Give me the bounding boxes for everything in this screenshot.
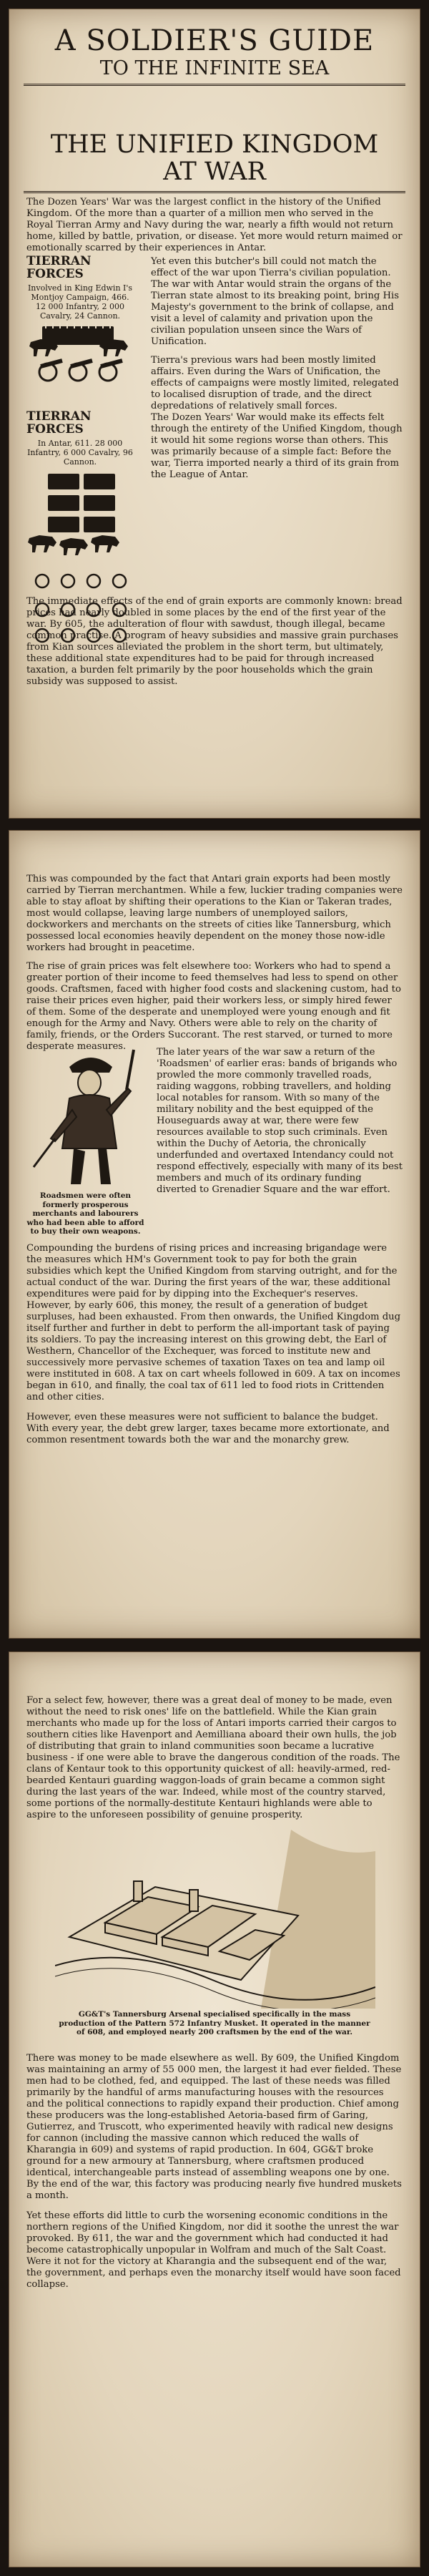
p2-paragraph-2: The rise of grain prices was felt elsewhere too: Workers who had to spend a greater portion of their income to feed themselves had less to spend on other goods. Craftsmen, faced with higher food costs and slackening custom, had to raise their prices even higher, paid their workers less, or simply hired fewer of them. Some of the desperate and unemployed were young enough and fit enough for the Army and Navy. Others were able to rely on the charity of family, friends, or the Orders Succorant. The rest starved, or turned to more desperate measures. (26, 961, 401, 1052)
arsenal-illustration (55, 1830, 375, 2009)
p2-paragraph-4: Compounding the burdens of rising prices and increasing brigandage were the measures which HM's Government took to pay for both the grain subsidies which kept the Unified Kingdom from starving outright, and for the actual conduct of the war. During the first years of the war, these additional expenditures were paid for by dipping into the Exchequer's reserves. However, by early 606, this money, the result of a generation of budget surpluses, had been exhausted. From then onwards, the Unified Kingdom dug itself further and further in debt to perform the all-important task of paying its soldiers. To pay the increasing interest on this growing debt, the Earl of Westhern, Chancellor of the Exchequer, was forced to institute new and successively more pervasive schemes of taxation Taxes on tea and lamp oil were instituted in 608. A tax on cart wheels followed in 609. A tax on incomes began in 610, and finally, the coal tax of 611 led to food riots in Crittenden and other cities. (26, 1243, 401, 1402)
col-paragraph-a: Yet even this butcher's bill could not match the effect of the war upon Tierra's civilian population. The war with Antar would strain the organs of the Tierran state almost to its breaking point, bring His Majesty's government to the brink of collapse, and visit a level of calamity and privation upon the civilian population unseen since the Wars of Unification. (151, 256, 399, 347)
arsenal-box (55, 1830, 374, 2037)
p3-paragraph-3: Yet these efforts did little to curb the worsening economic conditions in the northern regions of the Unified Kingdom, nor did it soothe the unrest the war provoked. By 611, the war and the government which had conducted it had become catastrophically unpopular in Wolfram and much of the Salt Coast. Were it not for the victory at Kharangia and the subsequent end of the war, the government, and perhaps even the monarchy itself would have soon faced collapse. (26, 2210, 401, 2290)
title-rule (24, 84, 405, 86)
roadsman-figure-icon (26, 1045, 141, 1189)
p2-paragraph-3: The later years of the war saw a return of the 'Roadsmen' of earlier eras: bands of brigands who prowled the more commonly travelled roads, raiding waggons, robbing travellers, and holding local notables for ransom. With so many of the military nobility and the best equipped of the Houseguards away at war, there were few resources available to stop such criminals. Even within the Duchy of Aetoria, the chronically underfunded and overtaxed Intendancy could not respond effectively, especially with many of its best members and much of its ordinary funding diverted to Grenadier Square and the war effort. (157, 1047, 403, 1195)
p2-paragraph-1: This was compounded by the fact that Antari grain exports had been mostly carried by Tierran merchantmen. While a few, luckier trading companies were able to stay afloat by shifting their operations to the Kian or Takeran trades, most would collapse, leaving large numbers of unemployed sailors, dockworkers and merchants on the streets of cities like Tannersburg, which possessed local economies heavily dependent on the money those now-idle workers had brought in peacetime. (26, 874, 403, 953)
intro-paragraph: The Dozen Years' War was the largest conflict in the history of the Unified Kingdom. Of the more than a quarter of a million men who served in the Royal Tierran Army and Navy during the war, nearly a fifth would not return home, killed by battle, privation, or disease. Yet more would return maimed or emotionally scarred by their experiences in Antar. (26, 197, 403, 253)
roadsman-box (26, 1045, 144, 1236)
p3-paragraph-1: For a select few, however, there was a great deal of money to be made, even without the need to risk ones' life on the battlefield. While the Kian grain merchants who made up for the loss of Antari imports carried their cargos to southern cities like Havenport and Aemilliana aboard their own hulls, the job of distributing that grain to inland communities soon became a lucrative business - if one were able to brave the dangerous condition of the roads. The clans of Kentaur took to this opportunity quickest of all: heavily-armed, red-bearded Kentauri guarding waggon-loads of grain became a common sight during the last years of the war. Indeed, while most of the country starved, some portions of the normally-destitute Kentauri highlands were able to aspire to the unforeseen possibility of genuine prosperity. (26, 1695, 400, 1820)
closing-paragraph: The immediate effects of the end of grain exports are commonly known: bread prices had nearly doubled in some places by the end of the first year of the war. By 605, the adulteration of flour with sawdust, though illegal, became common practise. A program of heavy subsidies and massive grain purchases from Kian sources alleviated the problem in the short term, but ultimately, these additional state expenditures had to be paid for through increased taxation, a burden felt primarily by the poor households which the grain subsidy was supposed to assist. (26, 596, 403, 687)
col-paragraph-b: Tierra's previous wars had been mostly limited affairs. Even during the Wars of Unification, the effects of campaigns were mostly limited, relegated to localised disruption of trade, and the direct depredations of relatively small forces. (151, 355, 399, 411)
section-rule (24, 191, 405, 193)
arsenal-caption: GG&T's Tannersburg Arsenal specialised specifically in the mass production of the Pattern 572 Infantry Musket. It operated in the manner of 608, and employed nearly 200 craftsmen by the end of the war. (59, 2010, 370, 2036)
col-paragraph-c: The Dozen Years' War would make its effects felt through the entirety of the Unified Kingdom, though it would hit some regions worse than others. This was primarily because of a simple fact: Before the war, Tierra imported nearly a third of its grain from the League of Antar. (151, 412, 403, 480)
forces-illustration-1 (26, 321, 134, 385)
forces-box-1 (26, 255, 134, 385)
p2-paragraph-5: However, even these measures were not sufficient to balance the budget. With every year, the debt grew larger, taxes became more extortionate, and common resentment towards both the war and the monarchy grew. (26, 1412, 390, 1445)
guide-subtitle: TO THE INFINITE SEA (99, 57, 330, 79)
guide-title: A SOLDIER'S GUIDE (54, 24, 375, 57)
forces-text-2: In Antar, 611. 28 000 Infantry, 6 000 Cavalry, 96 Cannon. (27, 439, 133, 467)
forces-heading-1: TIERRAN FORCES (26, 254, 92, 281)
page-panel-1 (9, 9, 420, 819)
infantry-block-icon (48, 474, 115, 532)
page-panel-2 (9, 830, 420, 1639)
cavalry-icon (28, 535, 119, 555)
cannon-icon (39, 361, 122, 381)
roadsman-caption: Roadsmen were often formerly prosperous merchants and labourers who had been able to afford to buy their own weapons. (26, 1191, 144, 1236)
page-panel-3 (9, 1652, 420, 2567)
forces-heading-2: TIERRAN FORCES (26, 409, 92, 436)
section-title-line2: AT WAR (163, 157, 266, 186)
forces-text-1: Involved in King Edwin I's Montjoy Campaign, 466. 12 000 Infantry, 2 000 Cavalry, 24 Cannon. (27, 283, 133, 321)
section-title-line1: THE UNIFIED KINGDOM (50, 130, 379, 159)
p3-paragraph-2: There was money to be made elsewhere as well. By 609, the Unified Kingdom was maintaining an army of 55 000 men, the largest it had ever fielded. These men had to be clothed, fed, and equipped. The last of these needs was filled primarily by the handful of arms manufacturing houses with the resources and the political connections to rapidly expand their production. Chief among these producers was the long-established Aetoria-based firm of Garing, Gutierrez, and Truscott, who experimented heavily with radical new designs for cannon (including the massive cannon which reduced the walls of Kharangia in 609) and systems of rapid production. In 604, GG&T broke ground for a new armoury at Tannersburg, where craftsmen produced identical, interchangeable parts instead of assembling weapons one by one. By the end of the war, this factory was producing nearly five hundred muskets a month. (26, 2053, 402, 2201)
